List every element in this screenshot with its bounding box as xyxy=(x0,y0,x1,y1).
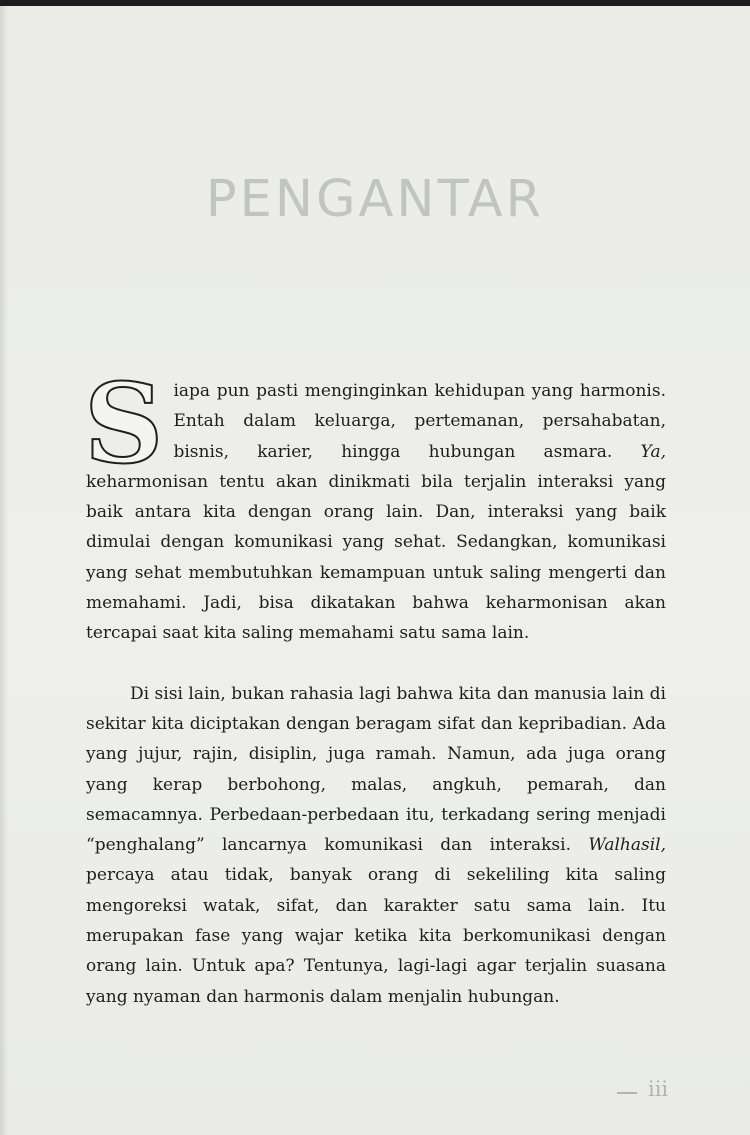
chapter-title: PENGANTAR xyxy=(205,170,545,229)
page-number: iii xyxy=(648,1077,669,1101)
page-number-dash xyxy=(617,1092,637,1094)
book-page xyxy=(0,6,750,1135)
paragraph-2 xyxy=(86,679,666,1012)
paragraph-1-italic-ya: Ya, xyxy=(640,441,666,462)
paragraph-1-text-b: keharmonisan tentu akan dinikmati bila terjalin interaksi yang baik antara kita dengan orang lain. Dan, interaksi yang baik dimulai dengan komunikasi yang sehat. Sedangkan, komunikasi yang sehat membutuhkan kemampuan untuk saling mengerti dan memahami. Jadi, bisa dikatakan bahwa keharmonisan akan tercapai saat kita saling memahami satu sama lain. xyxy=(86,471,666,644)
paragraph-2-text-a: Di sisi lain, bukan rahasia lagi bahwa kita dan manusia lain di sekitar kita diciptakan dengan beragam sifat dan kepribadian. Ada yang jujur, rajin, disiplin, juga ramah. Namun, ada juga orang yang kerap berbohong, malas, angkuh, pemarah, dan semacamnya. Perbedaan-perbedaan itu, terkadang sering menjadi “penghalang” lancarnya komunikasi dan interaksi. xyxy=(86,683,666,856)
paragraph-2-text-b: percaya atau tidak, banyak orang di sekeliling kita saling mengoreksi watak, sifat, dan karakter satu sama lain. Itu merupakan fase yang wajar ketika kita berkomunikasi dengan orang lain. Untuk apa? Tentunya, lagi-lagi agar terjalin suasana yang nyaman dan harmonis dalam menjalin hubungan. xyxy=(86,865,666,1007)
drop-cap: S xyxy=(84,359,164,488)
body-text xyxy=(84,359,666,1012)
paragraph-1-text-a: iapa pun pasti menginginkan kehidupan yang harmonis. Entah dalam keluarga, pertemanan, persahabatan, bisnis, karier, hingga hubungan asmara. xyxy=(173,381,666,462)
paragraph-1 xyxy=(84,359,666,649)
paragraph-2-italic-walhasil: Walhasil, xyxy=(588,835,666,856)
